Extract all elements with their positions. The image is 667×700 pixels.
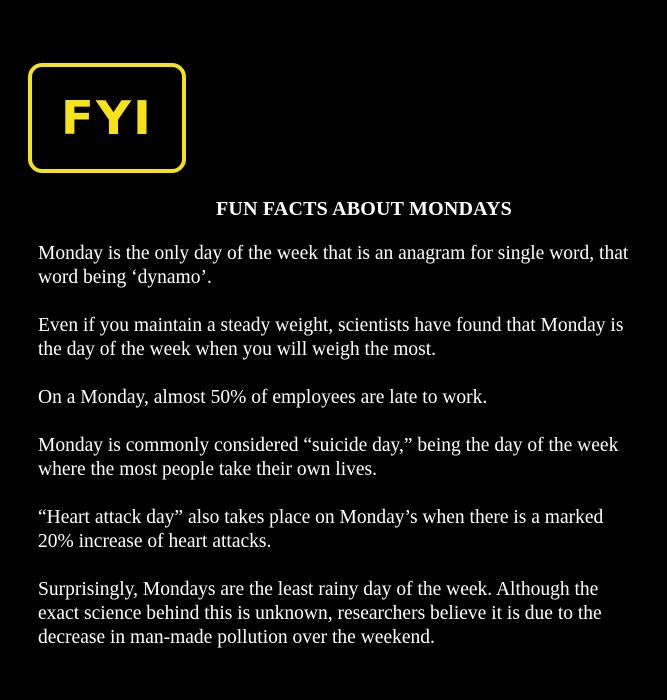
fact-paragraph: On a Monday, almost 50% of employees are late to work. [38,387,488,408]
fact-paragraph: Monday is the only day of the week that is an anagram for single word, that word being ‘dynamo’. [38,243,629,288]
fact-paragraph: Surprisingly, Mondays are the least rainy day of the week. Although the exact science behind this is unknown, researchers believe it is due to the decrease in man-made pollution over the weekend. [38,579,602,648]
fyi-logo [28,63,186,173]
facts-list [38,242,638,674]
fact-paragraph: “Heart attack day” also takes place on Monday’s when there is a marked 20% increase of heart attacks. [38,507,604,552]
fact-paragraph: Even if you maintain a steady weight, scientists have found that Monday is the day of the week when you will weigh the most. [38,315,624,360]
fyi-logo-text: FYI [60,91,154,145]
page-title: FUN FACTS ABOUT MONDAYS [216,198,512,220]
fact-paragraph: Monday is commonly considered “suicide day,” being the day of the week where the most people take their own lives. [38,435,619,480]
